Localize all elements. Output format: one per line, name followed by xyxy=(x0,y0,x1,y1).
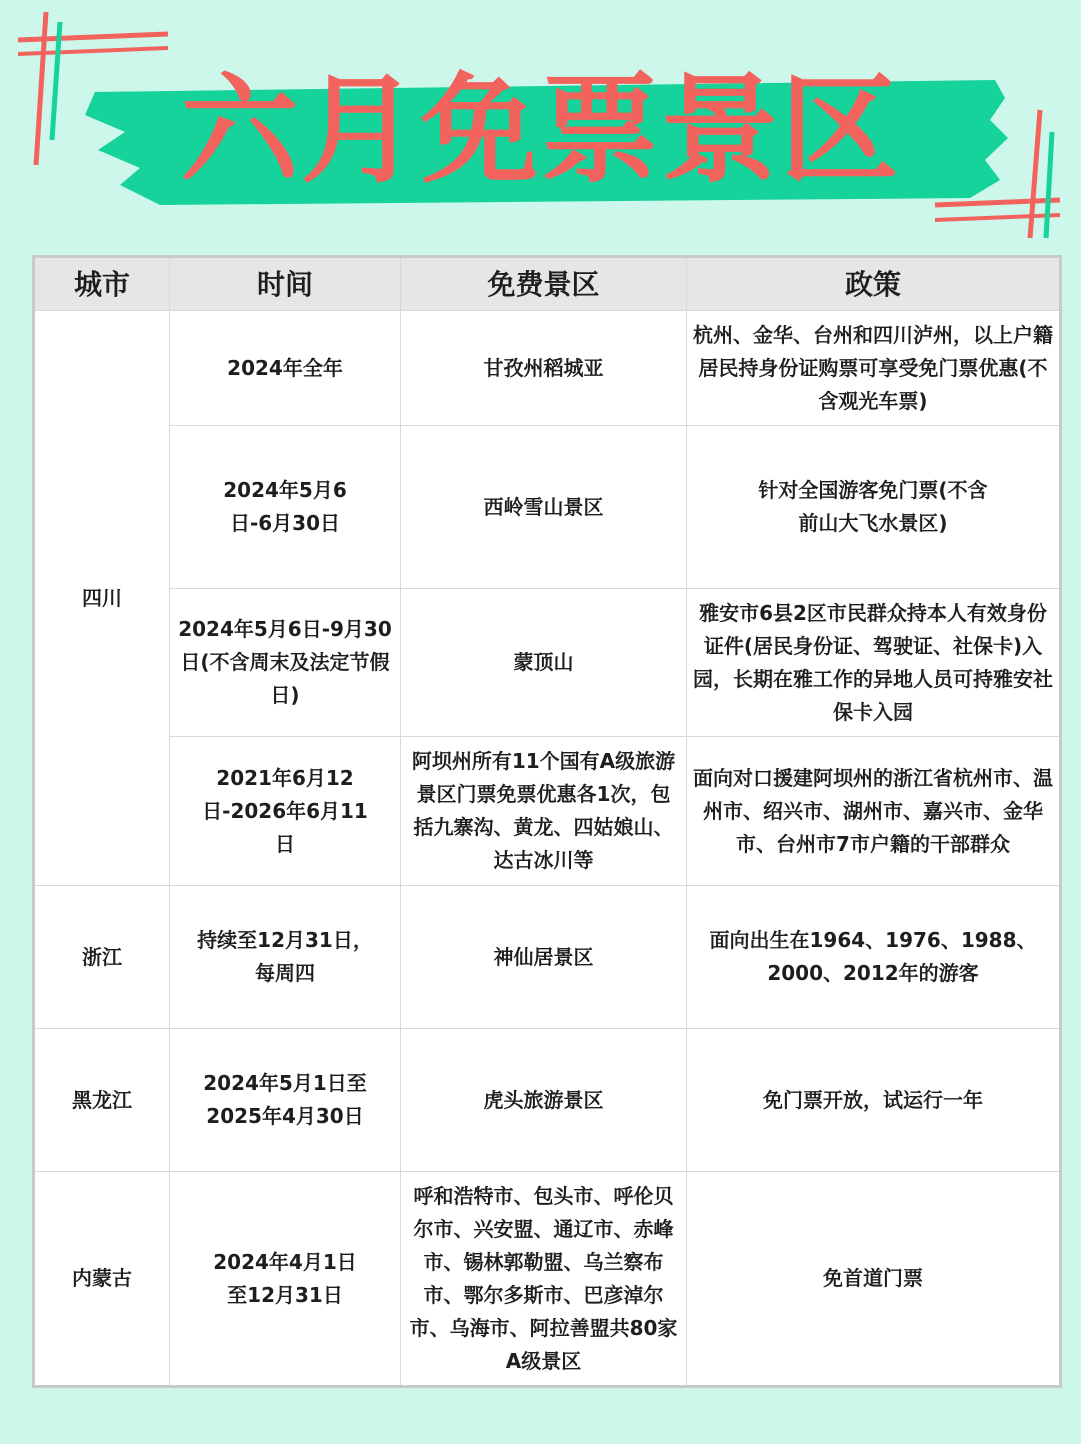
policy-cell: 针对全国游客免门票(不含前山大飞水景区) xyxy=(687,426,1061,589)
policy-cell: 面向出生在1964、1976、1988、2000、2012年的游客 xyxy=(687,886,1061,1029)
time-cell: 持续至12月31日，每周四 xyxy=(170,886,401,1029)
time-cell: 2024年5月6日-9月30日(不含周末及法定节假日) xyxy=(170,589,401,737)
city-cell: 内蒙古 xyxy=(34,1172,170,1387)
city-cell: 黑龙江 xyxy=(34,1029,170,1172)
page-title: 六月免票景区 xyxy=(180,61,901,199)
header-spot: 免费景区 xyxy=(401,257,687,311)
table-row xyxy=(34,311,1061,426)
header-time: 时间 xyxy=(170,257,401,311)
spot-cell: 虎头旅游景区 xyxy=(401,1029,687,1172)
header-banner xyxy=(0,0,1081,250)
table-row xyxy=(34,589,1061,737)
deco-line xyxy=(935,200,1060,205)
table-header-row xyxy=(34,257,1061,311)
deco-line xyxy=(18,34,168,40)
header-policy: 政策 xyxy=(687,257,1061,311)
spot-cell: 蒙顶山 xyxy=(401,589,687,737)
table-row xyxy=(34,1029,1061,1172)
free-scenic-spots-table xyxy=(32,255,1062,1388)
time-cell: 2024年5月6日-6月30日 xyxy=(170,426,401,589)
city-cell: 浙江 xyxy=(34,886,170,1029)
deco-line xyxy=(18,48,168,54)
spot-cell: 甘孜州稻城亚 xyxy=(401,311,687,426)
spot-cell: 阿坝州所有11个国有A级旅游景区门票免票优惠各1次，包括九寨沟、黄龙、四姑娘山、达古冰川等 xyxy=(401,737,687,886)
time-cell: 2021年6月12日-2026年6月11日 xyxy=(170,737,401,886)
spot-cell: 呼和浩特市、包头市、呼伦贝尔市、兴安盟、通辽市、赤峰市、锡林郭勒盟、乌兰察布市、鄂尔多斯市、巴彦淖尔市、乌海市、阿拉善盟共80家A级景区 xyxy=(401,1172,687,1387)
table-row xyxy=(34,426,1061,589)
policy-cell: 雅安市6县2区市民群众持本人有效身份证件(居民身份证、驾驶证、社保卡)入园，长期在雅工作的异地人员可持雅安社保卡入园 xyxy=(687,589,1061,737)
policy-cell: 免门票开放，试运行一年 xyxy=(687,1029,1061,1172)
policy-cell: 免首道门票 xyxy=(687,1172,1061,1387)
table-row xyxy=(34,1172,1061,1387)
city-cell: 四川 xyxy=(34,311,170,886)
time-cell: 2024年全年 xyxy=(170,311,401,426)
spot-cell: 西岭雪山景区 xyxy=(401,426,687,589)
time-cell: 2024年5月1日至2025年4月30日 xyxy=(170,1029,401,1172)
spot-cell: 神仙居景区 xyxy=(401,886,687,1029)
policy-cell: 面向对口援建阿坝州的浙江省杭州市、温州市、绍兴市、湖州市、嘉兴市、金华市、台州市7市户籍的干部群众 xyxy=(687,737,1061,886)
header-city: 城市 xyxy=(34,257,170,311)
time-cell: 2024年4月1日至12月31日 xyxy=(170,1172,401,1387)
table-row xyxy=(34,886,1061,1029)
policy-cell: 杭州、金华、台州和四川泸州，以上户籍居民持身份证购票可享受免门票优惠(不含观光车票) xyxy=(687,311,1061,426)
deco-line xyxy=(935,215,1060,220)
table-row xyxy=(34,737,1061,886)
